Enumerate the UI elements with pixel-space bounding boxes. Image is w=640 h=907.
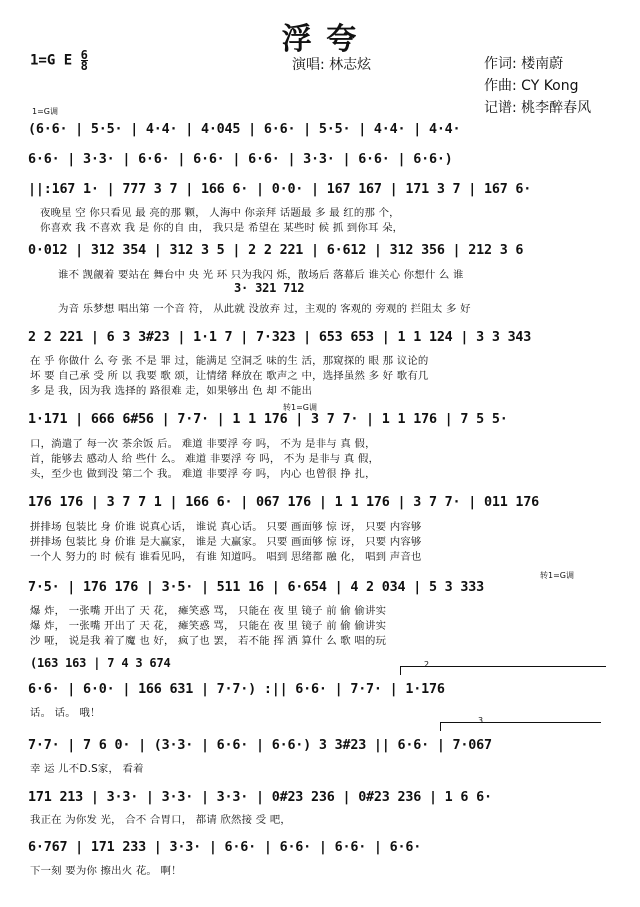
notation-system-8: 7·5· | 176 176 | 3·5· | 511 16 | 6·654 | 4 2 034 | 5 3 333 — [28, 580, 484, 595]
lyrics-line: 夜晚星 空 你只看见 最 亮的那 颗， 人海中 你亲拜 话题最 多 最 红的那 个， — [40, 207, 400, 219]
lyrics-line: 为音 乐梦想 唱出第 一个音 符， 从此就 没放弃 过，主观的 客观的 旁观的 拦阻太 多 好 — [58, 303, 471, 315]
lyrics-line: 谁不 觊觎着 要站在 舞台中 央 光 环 只为我闪 烁，散场后 落幕后 谁关心 你想什 么 谁 — [58, 269, 464, 281]
key-text: 1=G E — [30, 52, 73, 69]
lyrics-line: 在 乎 你做什 么 夸 张 不是 罪 过，能满足 空洞乏 味的生 活，那窥探的 眼 那 议论的 — [30, 355, 429, 367]
notation-system-9: 6·6· | 6·0· | 166 631 | 7·7·) :|| 6·6· | 7·7· | 1·176 — [28, 682, 445, 697]
upper-notation: (163 163 | 7 4 3 674 — [30, 656, 171, 670]
notation-system-5: 2 2 221 | 6 3 3#23 | 1·1 7 | 7·323 | 653 653 | 1 1 124 | 3 3 343 — [28, 330, 532, 345]
meter-top: 6 — [80, 48, 88, 62]
lyricist-credit: 作词: 楼南蔚 — [484, 56, 564, 72]
lyrics-line: 头，至少也 做到没 第二个 我。 难道 非要浮 夸 吗， 内心 也曾很 挣 扎， — [30, 468, 376, 480]
song-title: 浮 夸 — [281, 22, 359, 57]
lyrics-line: 爆 炸， 一张嘴 开出了 天 花， 瘫笑惑 骂， 只能在 夜 里 镜子 前 偷 偷讲实 — [30, 620, 387, 632]
notation-system-7: 176 176 | 3 7 7 1 | 166 6· | 067 176 | 1 1 176 | 3 7 7· | 011 176 — [28, 495, 540, 510]
modulation-mark: 转1=G调 — [540, 571, 574, 580]
lyrics-line: 话。 话。 哦！ — [30, 707, 101, 719]
lyrics-line: 多 是 我，因为我 选择的 路很难 走，如果够出 色 却 不能出 — [30, 385, 313, 397]
composer-credit: 作曲: CY Kong — [484, 78, 579, 94]
notation-system-2: 6·6· | 3·3· | 6·6· | 6·6· | 6·6· | 3·3· | 6·6· | 6·6·) — [28, 152, 453, 167]
lyrics-line: 拼排场 包装比 身 价谁 是大赢家， 谁是 大赢家。 只要 画面够 惊 讶， 只要 内容够 — [30, 536, 422, 548]
modulation-mark: 转1=G调 — [283, 403, 317, 412]
lyrics-line: 坏 要 自己承 受 所 以 我要 歌 颂，让情绪 释放在 歌声之 中，选择虽然 多 好 歌有几 — [30, 370, 429, 382]
lyrics-line: 拼排场 包装比 身 价谁 说真心话， 谁说 真心话。 只要 画面够 惊 讶， 只要 内容够 — [30, 521, 422, 533]
notation-system-3: ||:167 1· | 777 3 7 | 166 6· | 0·0· | 167 167 | 171 3 7 | 167 6· — [28, 182, 532, 197]
notation-system-1: (6·6· | 5·5· | 4·4· | 4·045 | 6·6· | 5·5· | 4·4· | 4·4· — [28, 122, 461, 137]
notation-system-4: 0·012 | 312 354 | 312 3 5 | 2 2 221 | 6·612 | 312 356 | 212 3 6 — [28, 243, 524, 258]
lyrics-line: 一个人 努力的 时 候有 谁看见吗， 有谁 知道吗。 唱到 思绪都 融 化， 唱到 声音也 — [30, 551, 422, 563]
volta-bracket — [400, 666, 606, 675]
lyrics-line: 口，淌遣了 每一次 茶余饭 后。 难道 非要浮 夸 吗， 不为 是非与 真 假， — [30, 438, 376, 450]
volta-bracket — [440, 722, 601, 731]
singer-credit: 演唱: 林志炫 — [292, 57, 372, 73]
key-signature — [30, 50, 88, 71]
ending-number: 2 — [424, 660, 430, 669]
time-signature — [81, 50, 88, 71]
notation-system-10: 7·7· | 7 6 0· | (3·3· | 6·6· | 6·6·) 3 3#23 || 6·6· | 7·067 — [28, 738, 492, 753]
key-annotation: 1=G调 — [32, 107, 58, 116]
lyrics-line: 首，能够去 感动人 给 些什 么。 难道 非要浮 夸 吗， 不为 是非与 真 假， — [30, 453, 380, 465]
ending-number: 3 — [478, 716, 484, 725]
upper-notation: 3· 321 712 — [234, 281, 305, 295]
lyrics-line: 幸 运 儿不D.S家， 看着 — [30, 763, 144, 775]
lyrics-line: 下一刻 要为你 擦出火 花。 啊！ — [30, 865, 182, 877]
transcriber-credit: 记谱: 桃李醉春风 — [484, 100, 592, 116]
meter-bottom: 8 — [80, 59, 88, 73]
lyrics-line: 我正在 为你发 光， 合不 合胃口， 都请 欣然接 受 吧， — [30, 814, 292, 826]
lyrics-line: 爆 炸， 一张嘴 开出了 天 花， 瘫笑惑 骂， 只能在 夜 里 镜子 前 偷 偷讲实 — [30, 605, 387, 617]
lyrics-line: 你喜欢 我 不喜欢 我 是 你的自 由， 我只是 希望在 某些时 候 抓 到你耳 朵， — [40, 222, 404, 234]
notation-system-6: 1·171 | 666 6#56 | 7·7· | 1 1 176 | 3 7 7· | 1 1 176 | 7 5 5· — [28, 412, 508, 427]
notation-system-12: 6·767 | 171 233 | 3·3· | 6·6· | 6·6· | 6·6· | 6·6· — [28, 840, 422, 855]
lyrics-line: 沙 哑， 说是我 着了魔 也 好， 疯了也 罢， 若不能 挥 洒 算什 么 歌 唱的玩 — [30, 635, 387, 647]
notation-system-11: 171 213 | 3·3· | 3·3· | 3·3· | 0#23 236 | 0#23 236 | 1 6 6· — [28, 790, 492, 805]
